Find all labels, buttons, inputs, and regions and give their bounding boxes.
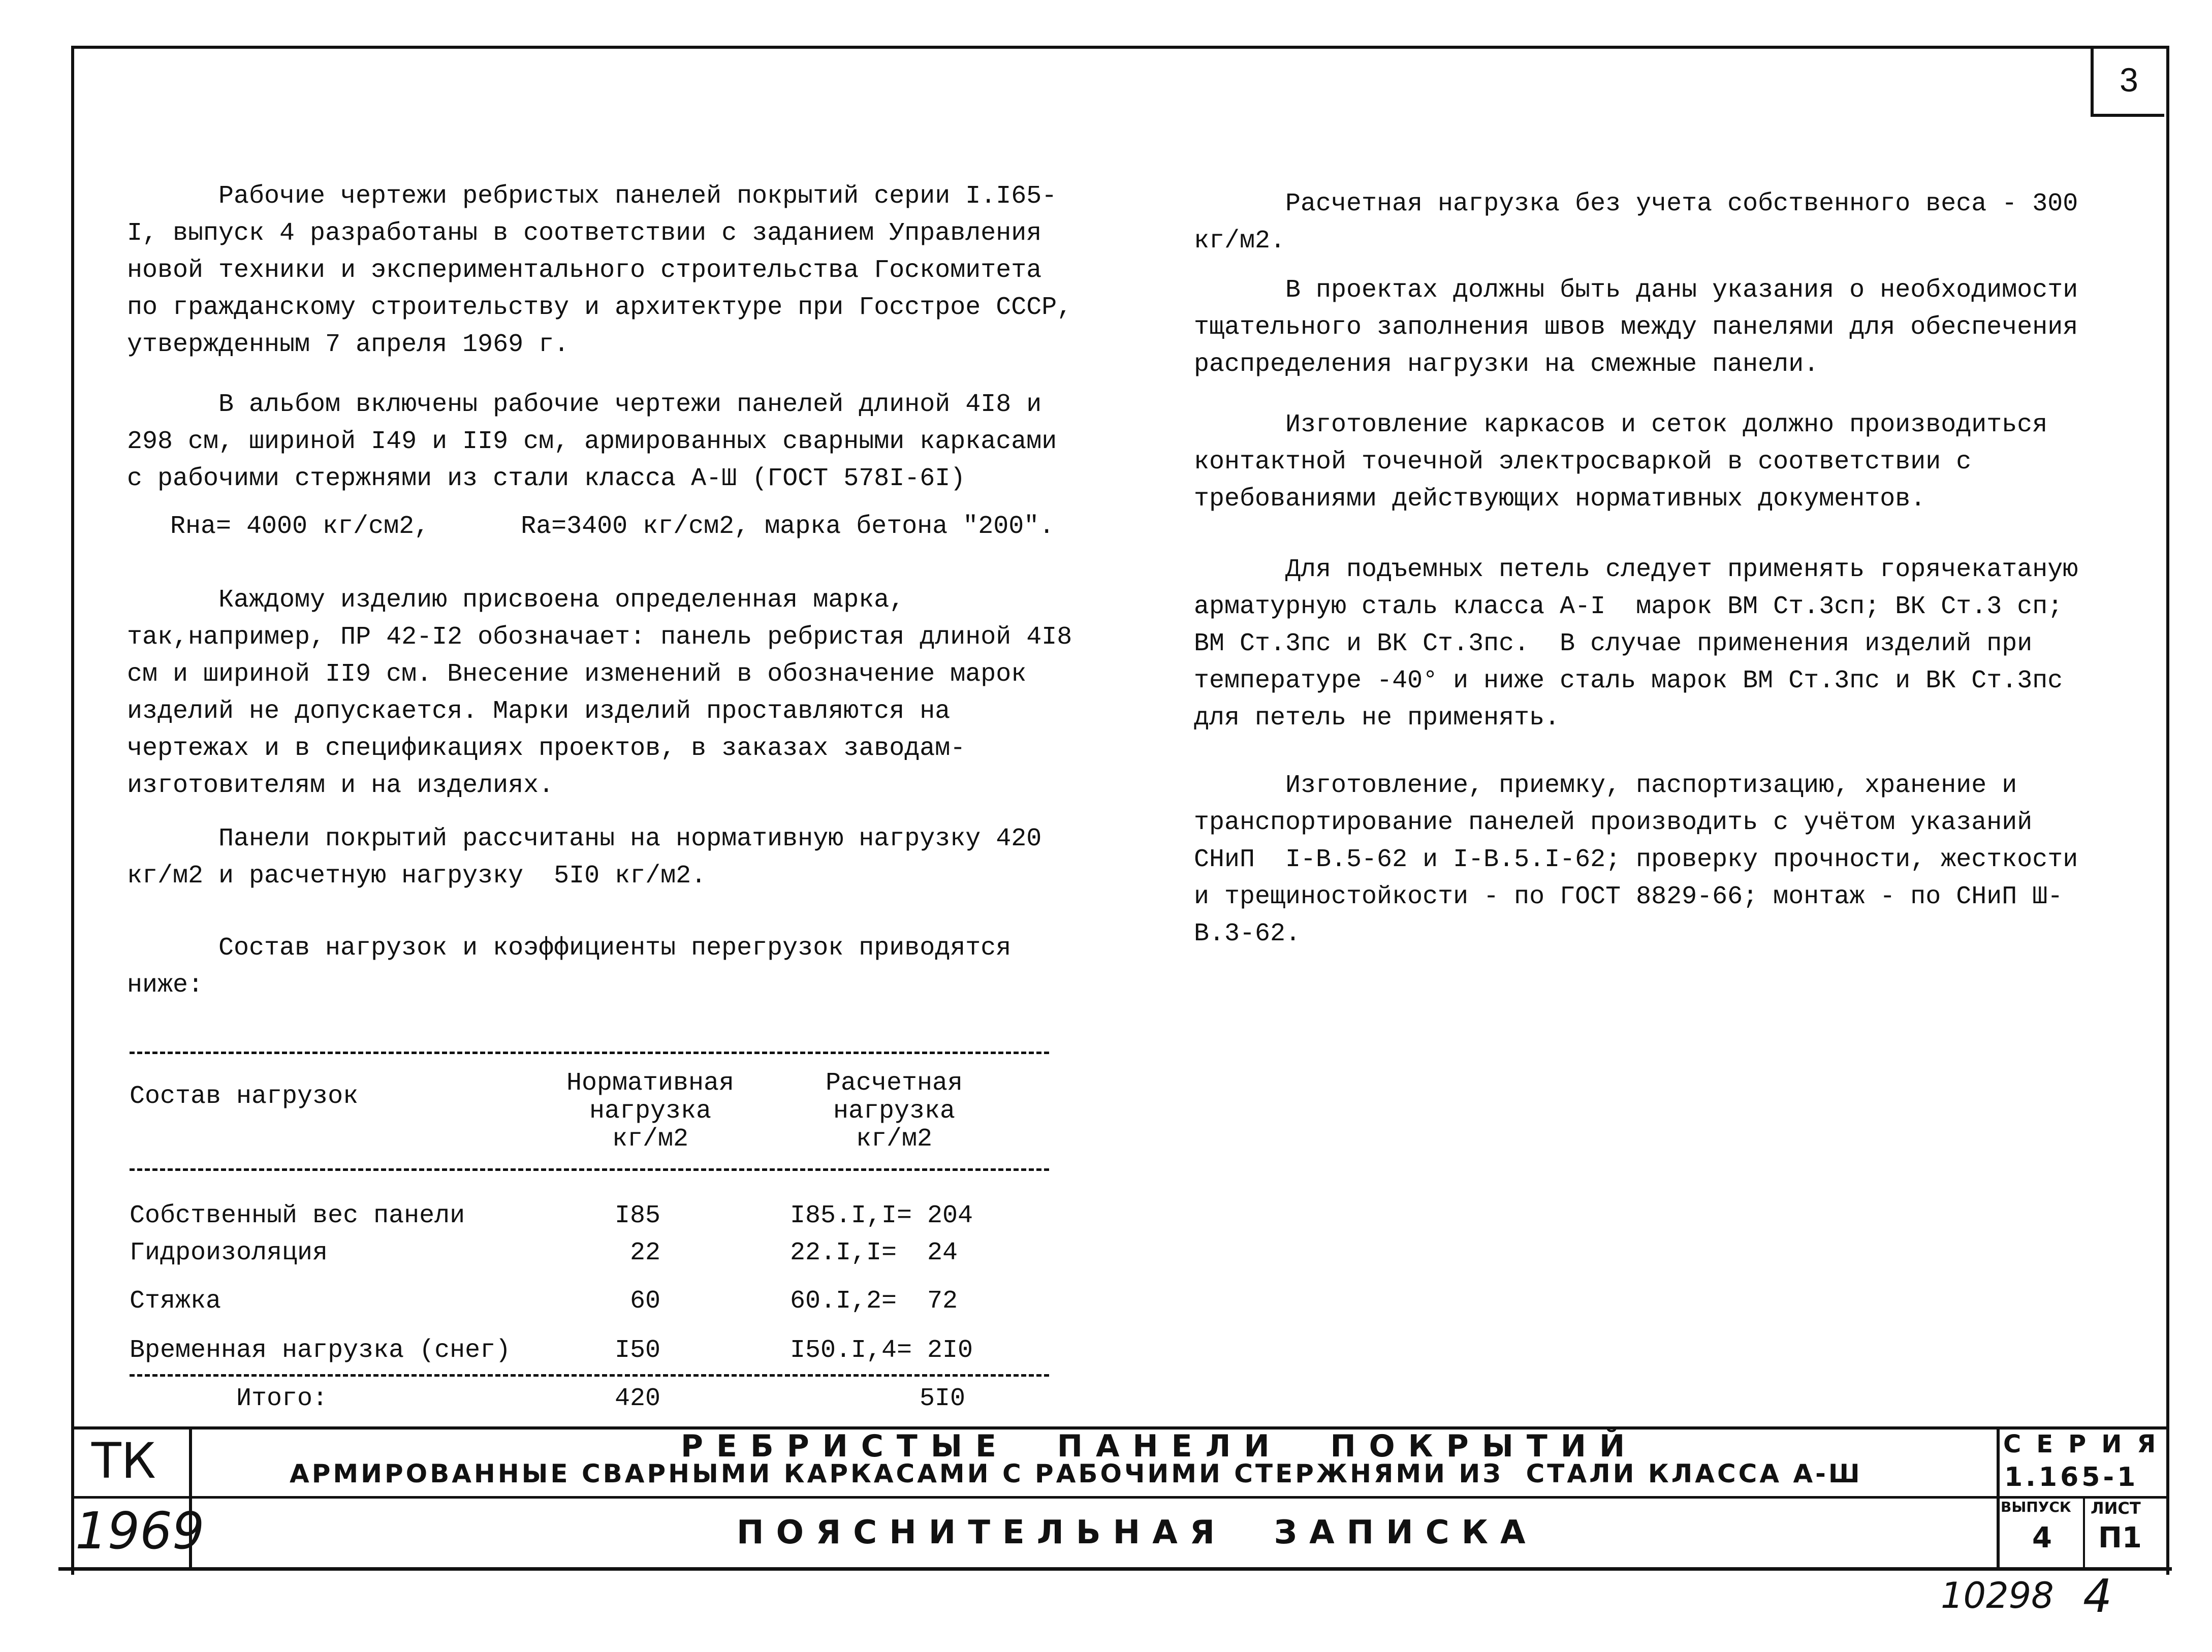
- formula-strength: Rнa= 4000 кг/см2, Ra=3400 кг/см2, марка бетона "200".: [170, 512, 1055, 541]
- table-header-normative: Нормативная нагрузка кг/м2: [566, 1069, 735, 1154]
- sheet-value: П1: [2098, 1521, 2142, 1554]
- series-label: СЕРИЯ: [2003, 1430, 2171, 1458]
- issue-label: ВЫПУСК: [2001, 1499, 2071, 1515]
- title-block-issue-divider: [2083, 1496, 2085, 1570]
- row-design: 22.I,I= 24: [790, 1238, 958, 1267]
- drawing-title-line1: РЕБРИСТЫЕ ПАНЕЛИ ПОКРЫТИЙ: [681, 1428, 1638, 1464]
- stamp-year: 1969: [75, 1501, 205, 1561]
- title-block-right-divider: [1997, 1426, 2000, 1570]
- row-name: Временная нагрузка (снег): [130, 1336, 511, 1365]
- table-header-composition: Состав нагрузок: [130, 1082, 359, 1111]
- row-normative: I85: [614, 1201, 660, 1230]
- row-normative: 22: [629, 1238, 660, 1267]
- paragraph-joints: В проектах должны быть даны указания о необходимости тщательного заполнения швов между панелями для обеспечения распределения нагрузки на смежные панели.: [1194, 276, 2094, 379]
- paragraph-lifting-loops: Для подъемных петель следует применять горячекатаную арматурную сталь класса А-I марок ВМ Ст.3сп; ВК Ст.3 сп; ВМ Ст.3пс и ВК Ст.3пс. В случае применения изделий при температуре -40° и ниже сталь марок ВМ Ст.3пс и ВК Ст.3пс для петель не применять.: [1194, 555, 2094, 733]
- row-name: Собственный вес панели: [130, 1201, 465, 1230]
- sheet-number: 3: [2091, 46, 2164, 117]
- archive-number: 10298: [1941, 1575, 2054, 1616]
- paragraph-composition-intro: Состав нагрузок и коэффициенты перегрузок приводятся ниже:: [127, 934, 1027, 1000]
- paragraph-welding: Изготовление каркасов и сеток должно производиться контактной точечной электросваркой в соответствии с требованиями действующих нормативных документов.: [1194, 410, 2063, 514]
- series-value: 1.165-1: [2004, 1462, 2139, 1492]
- total-design: 5I0: [919, 1384, 965, 1413]
- drawing-subtitle: ПОЯСНИТЕЛЬНАЯ ЗАПИСКА: [737, 1514, 1538, 1551]
- row-design: 60.I,2= 72: [790, 1287, 958, 1316]
- drawing-title-line2: АРМИРОВАННЫЕ СВАРНЫМИ КАРКАСАМИ С РАБОЧИМИ СТЕРЖНЯМИ ИЗ СТАЛИ КЛАССА А-Ш: [290, 1459, 1862, 1488]
- table-rule-top: [130, 1052, 1049, 1054]
- total-normative: 420: [614, 1384, 660, 1413]
- title-block-mid-rule: [71, 1496, 2169, 1499]
- paragraph-manufacture: Изготовление, приемку, паспортизацию, хранение и транспортирование панелей производить с учётом указаний СНиП I-В.5-62 и I-В.5.I-62; проверку прочности, жесткости и трещиностойкости - по ГОСТ 8829-66; монтаж - по СНиП Ш-В.3-62.: [1194, 771, 2094, 948]
- paragraph-design-load: Расчетная нагрузка без учета собственного веса - 300 кг/м2.: [1194, 189, 2094, 256]
- paragraph-loads: Панели покрытий рассчитаны на нормативную нагрузку 420 кг/м2 и расчетную нагрузку 5I0 кг/м2.: [127, 824, 1057, 891]
- page-mark: 4: [2083, 1570, 2112, 1623]
- row-normative: 60: [629, 1287, 660, 1316]
- table-rule-total: [130, 1374, 1049, 1377]
- table-rule-header: [130, 1168, 1049, 1171]
- paragraph-marking: Каждому изделию присвоена определенная марка, так,например, ПР 42-I2 обозначает: панель ребристая длиной 4I8 см и шириной II9 см. Внесение изменений в обозначение марок изделий не допускается. Марки изделий проставляются на чертежах и в спецификациях проектов, в заказах заводам-изготовителям и на изделиях.: [127, 586, 1088, 800]
- title-block-bottom-rule: [58, 1567, 2172, 1571]
- table-header-design: Расчетная нагрузка кг/м2: [825, 1069, 963, 1154]
- paragraph-intro: Рабочие чертежи ребристых панелей покрытий серии I.I65-I, выпуск 4 разработаны в соответствии с заданием Управления новой техники и экспериментального строительства Госкомитета по гражданскому строительству и архитектуре при Госстрое СССР, утвержденным 7 апреля 1969 г.: [127, 182, 1088, 359]
- stamp-tk: ТК: [91, 1433, 156, 1489]
- row-design: I50.I,4= 2I0: [790, 1336, 973, 1365]
- paragraph-album: В альбом включены рабочие чертежи панелей длиной 4I8 и 298 см, шириной I49 и II9 см, армированных сварными каркасами с рабочими стержнями из стали класса А-Ш (ГОСТ 578I-6I): [127, 390, 1072, 493]
- sheet-label: ЛИСТ: [2091, 1499, 2141, 1518]
- row-design: I85.I,I= 204: [790, 1201, 973, 1230]
- row-name: Стяжка: [130, 1287, 222, 1316]
- issue-value: 4: [2032, 1521, 2052, 1554]
- row-normative: I50: [614, 1336, 660, 1365]
- row-name: Гидроизоляция: [130, 1238, 328, 1267]
- total-label: Итого:: [236, 1384, 328, 1413]
